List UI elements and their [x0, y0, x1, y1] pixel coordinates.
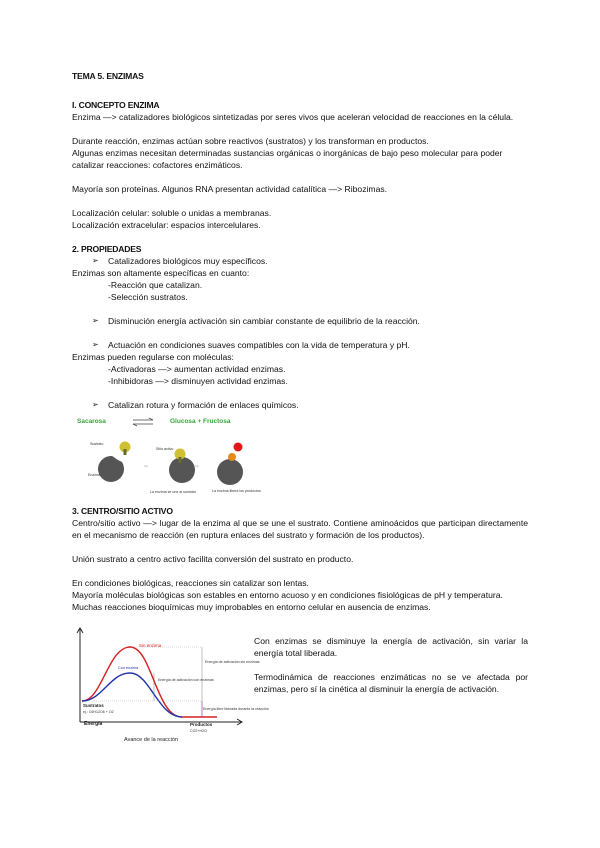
paragraph-sin-catalizar: En condiciones biológicas, reacciones sin catalizar son lentas. [72, 578, 309, 588]
paragraph-estables: Mayoría moléculas biológicas son estables en entorno acuoso y en condiciones fisiológicas de pH y temperatura. [72, 590, 503, 600]
bullet-condiciones: Actuación en condiciones suaves compatibles con la vida de temperatura y pH. [108, 340, 410, 350]
enzyme-substrate-figure [72, 414, 272, 498]
subitem-activadoras: -Activadoras —> aumentan actividad enzimas. [108, 364, 286, 374]
label-sustratos-formula: ej.: C6H12O6 + O2 [83, 710, 114, 714]
side-paragraph-termodinamica: Termodinámica de reacciones enzimáticas no se ve afectada por enzimas, pero sí la cinética al disminuir la energía de activación. [254, 672, 528, 694]
label-productos: Productos [190, 722, 213, 727]
enzyme-diagram [72, 428, 272, 498]
paragraph-loc-extracelular: Localización extracelular: espacios intercelulares. [72, 220, 261, 230]
svg-text:⇨: ⇨ [144, 464, 149, 470]
bullet-arrow-icon: ➢ [92, 340, 99, 349]
caption-enzima-une: La enzima se une al sustrato [150, 490, 196, 494]
equilibrium-arrows-icon [132, 417, 154, 427]
label-glucosa-fructosa: Glucosa + Fructosa [170, 418, 231, 425]
enzyme-icon [169, 457, 195, 483]
subitem-inhibidoras: -Inhibidoras —> disminuyen actividad enzimas. [108, 376, 288, 386]
paragraph-union: Unión sustrato a centro activo facilita conversión del sustrato en producto. [72, 554, 354, 564]
bullet-especificos: Catalizadores biológicos muy específicos. [108, 256, 268, 266]
subitem-sustratos: -Selección sustratos. [108, 292, 188, 302]
paragraph-cofactores-b: catalizar reacciones: cofactores enzimáticos. [72, 160, 243, 170]
paragraph-regulacion: Enzimas pueden regularse con moléculas: [72, 352, 234, 362]
label-sin-enzima: Sin enzima [139, 643, 162, 648]
label-sitio-activo: Sitio activo [156, 447, 174, 451]
bullet-arrow-icon: ➢ [92, 256, 99, 265]
page-title: TEMA 5. ENZIMAS [72, 71, 144, 81]
label-sustrato: Sustrato [90, 442, 104, 446]
label-sacarosa: Sacarosa [77, 418, 106, 425]
paragraph-especificas: Enzimas son altamente específicas en cuanto: [72, 268, 250, 278]
paragraph-reaccion: Durante reacción, enzimas actúan sobre reactivos (sustratos) y los transforman en productos. [72, 136, 429, 146]
bullet-activacion: Disminución energía activación sin cambiar constante de equilibrio de la reacción. [108, 316, 420, 326]
y-axis-label: Energía [84, 721, 103, 727]
svg-text:⇨: ⇨ [195, 464, 200, 470]
activation-energy-chart [72, 627, 269, 750]
x-axis-label: Avance de la reacción [124, 737, 179, 743]
section-heading-propiedades: 2. PROPIEDADES [72, 244, 142, 254]
product-orange-icon [228, 453, 236, 461]
paragraph-cofactores-a: Algunas enzimas necesitan determinadas sustancias orgánicas o inorgánicas de bajo peso molecular para poder [72, 148, 503, 158]
bullet-arrow-icon: ➢ [92, 316, 99, 325]
label-energia-liberada: Energía libre liberada durante la reacción [203, 707, 269, 711]
side-paragraph-energia: Con enzimas se disminuye la energía de activación, sin variar la energía total liberada. [254, 636, 528, 658]
paragraph-loc-celular: Localización celular: soluble o unidas a membranas. [72, 208, 272, 218]
subitem-reaccion: -Reacción que catalizan. [108, 280, 203, 290]
paragraph-enzima-def: Enzima —> catalizadores biológicos sintetizadas por seres vivos que aceleran velocidad de reacciones en la célula. [72, 112, 514, 122]
label-enzima: Enzima [88, 473, 100, 477]
label-ea-con: Energía de activación con enzimas [158, 678, 214, 682]
enzyme-icon [217, 459, 243, 485]
bullet-enlaces: Catalizan rotura y formación de enlaces químicos. [108, 400, 299, 410]
label-productos-formula: CO2+H2O [190, 729, 207, 733]
section-heading-concepto: I. CONCEPTO ENZIMA [72, 100, 160, 110]
paragraph-ribozimas: Mayoría son proteínas. Algunos RNA presentan actividad catalítica —> Ribozimas. [72, 184, 388, 194]
paragraph-centro-activo: Centro/sitio activo —> lugar de la enzima al que se une el sustrato. Contiene aminoácidos que participan directamente en el mecanismo de reacción (en ruptura enlaces del sustrato y formación de los productos). [72, 518, 528, 540]
bullet-arrow-icon: ➢ [92, 400, 99, 409]
label-sustratos: Sustratos [83, 703, 104, 708]
product-red-icon [234, 443, 243, 452]
enzyme-icon [98, 456, 124, 482]
label-ea-sin: Energía de activación sin enzimas [205, 660, 260, 664]
label-con-enzima: Con enzima [118, 666, 139, 670]
section-heading-centro: 3. CENTRO/SITIO ACTIVO [72, 506, 173, 516]
caption-enzima-libera: La enzima libera los productos [212, 489, 261, 493]
paragraph-improbables: Muchas reacciones bioquímicas muy improbables en entorno celular en ausencia de enzimas. [72, 602, 431, 612]
